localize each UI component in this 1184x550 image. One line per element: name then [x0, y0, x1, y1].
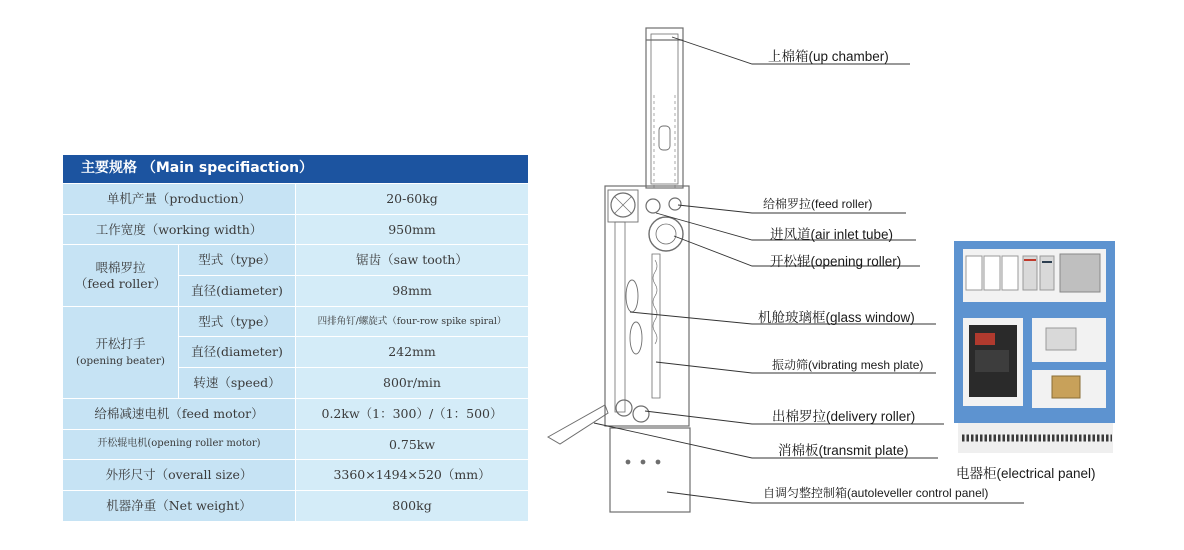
- label-glass-window: 机舱玻璃框(glass window): [758, 310, 915, 325]
- air-duct: [615, 222, 625, 412]
- spec-value-opening-motor: 0.75kw: [296, 429, 529, 460]
- label-autoleveller: 自调匀整控制箱(autoleveller control panel): [763, 486, 989, 500]
- delivery-roller-right: [633, 406, 649, 422]
- spec-value-net-weight: 800kg: [296, 490, 529, 521]
- opening-roller: [649, 217, 683, 251]
- transformer: [1052, 376, 1080, 398]
- label-transmit: 消棉板(transmit plate): [778, 443, 909, 458]
- up-chamber-inner: [651, 34, 678, 184]
- spec-value-feed-type: 锯齿（saw tooth）: [296, 245, 529, 276]
- spec-label-feed-type: 型式（type）: [179, 245, 296, 276]
- electrical-cabinet: [954, 241, 1115, 453]
- inverter-keypad: [975, 350, 1009, 372]
- spec-label-opening-motor: 开松辊电机(opening roller motor): [63, 429, 296, 460]
- spec-label-working-width: 工作宽度（working width）: [63, 214, 296, 245]
- opening-beater-group-cn: 开松打手: [95, 336, 146, 352]
- up-chamber-tower: [646, 28, 683, 188]
- label-feed-roller: 给棉罗拉(feed roller): [763, 197, 873, 211]
- label-delivery: 出棉罗拉(delivery roller): [772, 409, 916, 424]
- power-supply: [1060, 254, 1100, 292]
- spec-value-feed-motor: 0.2kw（1：300）/（1：500）: [296, 398, 529, 429]
- spec-label-feed-motor: 给棉减速电机（feed motor）: [63, 398, 296, 429]
- spec-value-beater-speed: 800r/min: [296, 368, 529, 399]
- spec-label-beater-diameter: 直径(diameter): [179, 337, 296, 368]
- glass-window-lower: [630, 322, 642, 354]
- spec-value-feed-diameter: 98mm: [296, 276, 529, 307]
- autoleveller-box: [610, 428, 690, 512]
- feed-roller-side: [669, 198, 681, 210]
- feed-roller-group-en: （feed roller）: [74, 275, 167, 291]
- spec-label-beater-type: 型式（type）: [179, 306, 296, 337]
- indicator-dot-3: [656, 460, 660, 464]
- breaker-1: [966, 256, 982, 290]
- label-vibrating: 振动筛(vibrating mesh plate): [772, 358, 924, 372]
- indicator-dot-2: [641, 460, 645, 464]
- spec-value-beater-diameter: 242mm: [296, 337, 529, 368]
- vibrating-mesh-wave: [653, 260, 657, 344]
- indicator-dot-1: [626, 460, 630, 464]
- spec-label-beater-speed: 转速（speed）: [179, 368, 296, 399]
- spec-label-feed-diameter: 直径(diameter): [179, 276, 296, 307]
- spec-label-net-weight: 机器净重（Net weight）: [63, 490, 296, 521]
- spec-value-beater-type: 四排角钉/螺旋式（four-row spike spiral）: [296, 306, 529, 337]
- feed-roller-group-cn: 喂棉罗拉: [95, 259, 146, 275]
- opening-roller-core: [656, 224, 676, 244]
- spec-label-overall-size: 外形尺寸（overall size）: [63, 460, 296, 491]
- spec-label-production: 单机产量（production）: [63, 184, 296, 215]
- feed-roller-upper: [646, 199, 660, 213]
- spec-value-working-width: 950mm: [296, 214, 529, 245]
- spec-value-production: 20-60kg: [296, 184, 529, 215]
- label-up-chamber: 上棉箱(up chamber): [768, 49, 889, 64]
- spec-table-header: 主要规格 （Main specifiaction）: [63, 155, 529, 184]
- glass-window-upper: [626, 280, 638, 312]
- breaker-2: [984, 256, 1000, 290]
- label-opening-roller: 开松辊(opening roller): [770, 254, 902, 269]
- spec-value-overall-size: 3360×1494×520（mm）: [296, 460, 529, 491]
- opening-beater-group-en: (opening beater): [75, 355, 166, 368]
- breaker-3: [1002, 256, 1018, 290]
- relay-block: [1046, 328, 1076, 350]
- tower-slot-window: [659, 126, 670, 150]
- delivery-roller-left: [616, 400, 632, 416]
- label-electrical: 电器柜(electrical panel): [956, 466, 1096, 481]
- label-air-inlet: 进风道(air inlet tube): [770, 227, 894, 242]
- contactor-1: [1023, 256, 1037, 290]
- inverter-display: [975, 333, 995, 345]
